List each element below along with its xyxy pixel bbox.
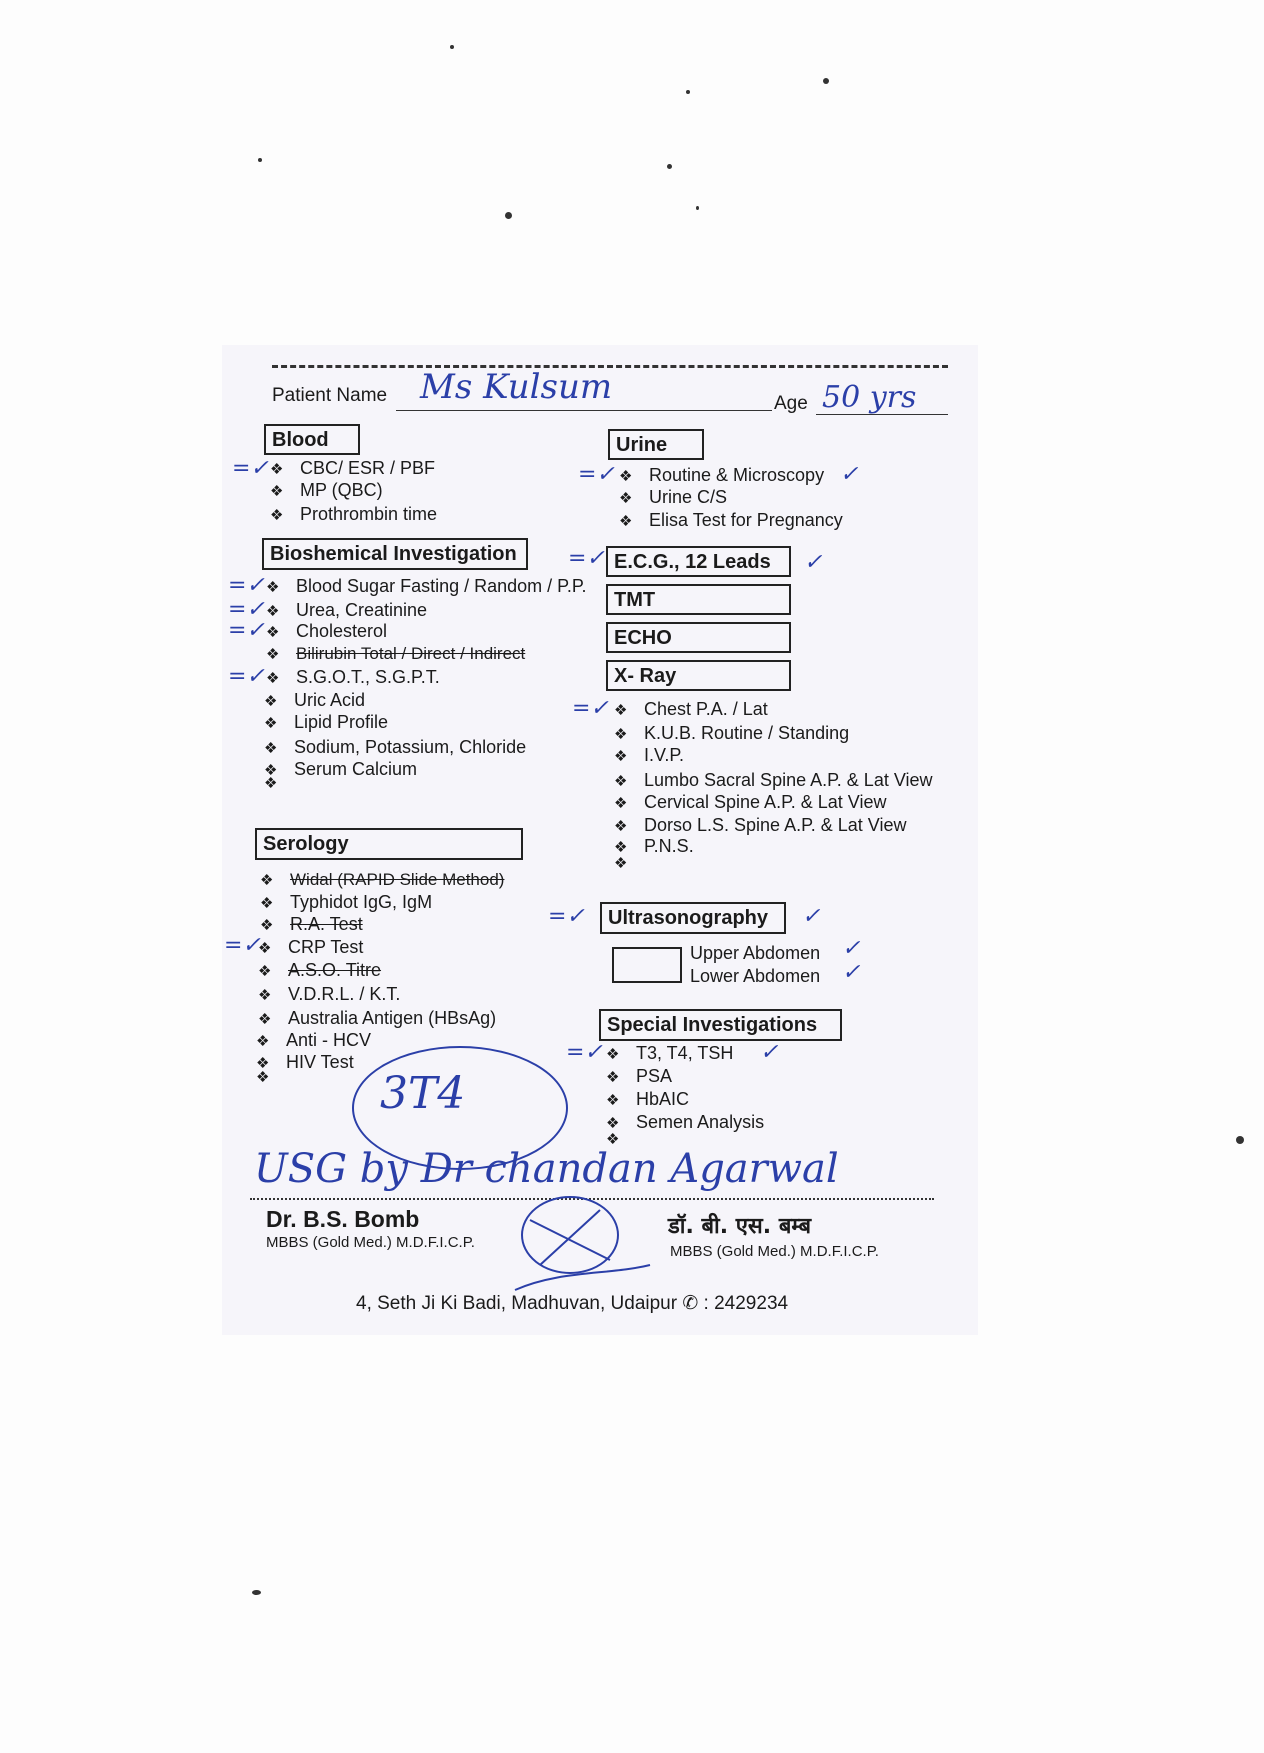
scan-speck: [252, 1590, 261, 1595]
bullet-icon: ❖: [614, 702, 628, 719]
scan-speck: [667, 164, 672, 169]
list-item: ❖ T3, T4, TSH: [606, 1043, 734, 1063]
list-item: ❖ Blood Sugar Fasting / Random / P.P.: [266, 576, 587, 596]
tick-mark: =✓: [568, 546, 605, 571]
bullet-icon: ❖: [606, 1131, 620, 1148]
bullet-icon: ❖: [606, 1115, 620, 1132]
handwritten-note: USG by Dr chandan Agarwal: [254, 1146, 839, 1192]
tick-mark: =✓: [566, 1040, 603, 1065]
bullet-icon: ❖: [260, 895, 274, 912]
list-item: ❖ Dorso L.S. Spine A.P. & Lat View: [614, 815, 907, 835]
list-item: ❖ A.S.O. Titre: [258, 960, 382, 980]
usg-bracket-box: [612, 947, 682, 983]
list-item: ❖ Urine C/S: [619, 487, 728, 507]
list-item: ❖ Australia Antigen (HBsAg): [258, 1008, 497, 1028]
list-item: ❖ V.D.R.L. / K.T.: [258, 984, 401, 1004]
tick-mark: ✓: [842, 960, 861, 985]
bullet-icon: ❖: [614, 839, 628, 856]
doctor-name-hindi: डॉ. बी. एस. बम्ब: [668, 1214, 812, 1239]
urine-header: Urine: [608, 429, 704, 460]
list-item: ❖ Chest P.A. / Lat: [614, 699, 768, 719]
scan-speck: [696, 206, 699, 210]
tick-mark: =✓: [228, 664, 265, 689]
bullet-icon: ❖: [266, 670, 280, 687]
signature-scribble: [500, 1190, 660, 1300]
list-item: ❖ Sodium, Potassium, Chloride: [264, 737, 527, 757]
list-item: ❖ Widal (RAPID Slide Method): [260, 870, 505, 889]
patient-name-line: [396, 410, 772, 411]
list-item: ❖ Elisa Test for Pregnancy: [619, 510, 843, 530]
tick-mark: =✓: [232, 456, 269, 481]
bullet-icon: ❖: [264, 762, 278, 779]
list-item: ❖ S.G.O.T., S.G.P.T.: [266, 667, 440, 687]
list-item: ❖ PSA: [606, 1066, 673, 1086]
list-item: ❖ R.A. Test: [260, 914, 363, 934]
bullet-icon: ❖: [264, 740, 278, 757]
echo-header: ECHO: [606, 622, 791, 653]
list-item: ❖ Serum Calcium: [264, 759, 418, 779]
tick-mark: ✓: [842, 936, 861, 961]
bullet-icon: ❖: [256, 1033, 270, 1050]
scan-speck: [258, 158, 262, 162]
blood-header: Blood: [264, 424, 360, 455]
age-label: Age: [774, 393, 808, 414]
bullet-icon: ❖: [256, 1069, 270, 1086]
bullet-icon: ❖: [264, 775, 278, 792]
bullet-icon: ❖: [266, 646, 280, 663]
list-item: ❖ Uric Acid: [264, 690, 366, 710]
list-item: [264, 772, 294, 793]
bullet-icon: ❖: [614, 748, 628, 765]
bullet-icon: ❖: [614, 726, 628, 743]
bullet-icon: ❖: [266, 603, 280, 620]
list-item: ❖ Cervical Spine A.P. & Lat View: [614, 792, 887, 812]
bullet-icon: ❖: [606, 1069, 620, 1086]
bullet-icon: ❖: [619, 468, 633, 485]
bullet-icon: ❖: [606, 1046, 620, 1063]
ecg-header: E.C.G., 12 Leads: [606, 546, 791, 577]
list-item: ❖ Semen Analysis: [606, 1112, 765, 1132]
bullet-icon: ❖: [260, 917, 274, 934]
serology-header: Serology: [255, 828, 523, 860]
tick-mark: =✓: [572, 696, 609, 721]
list-item: ❖ Urea, Creatinine: [266, 600, 428, 620]
doctor-name: Dr. B.S. Bomb: [266, 1206, 420, 1232]
bullet-icon: ❖: [260, 872, 274, 889]
list-item: ❖ K.U.B. Routine / Standing: [614, 723, 850, 743]
bullet-icon: ❖: [614, 773, 628, 790]
special-investigations-header: Special Investigations: [599, 1009, 842, 1041]
scan-speck: [686, 90, 690, 94]
bullet-icon: ❖: [258, 1011, 272, 1028]
list-item: ❖ MP (QBC): [270, 480, 383, 500]
list-item: ❖ I.V.P.: [614, 745, 685, 765]
bullet-icon: ❖: [270, 461, 284, 478]
list-item: ❖ HbAIC: [606, 1089, 690, 1109]
xray-header: X- Ray: [606, 660, 791, 691]
doctor-qualification-right: MBBS (Gold Med.) M.D.F.I.C.P.: [670, 1243, 879, 1260]
tick-mark: =✓: [228, 573, 265, 598]
list-item: [614, 852, 644, 873]
list-item: ❖ Prothrombin time: [270, 504, 438, 524]
tmt-header: TMT: [606, 584, 791, 615]
list-item: ❖ Anti - HCV: [256, 1030, 372, 1050]
list-item: ❖ Routine & Microscopy: [619, 465, 825, 485]
tick-mark: ✓: [802, 904, 821, 929]
bullet-icon: ❖: [619, 513, 633, 530]
bullet-icon: ❖: [258, 963, 272, 980]
handwritten-stamp-text: 3T4: [380, 1068, 466, 1119]
bullet-icon: ❖: [258, 940, 272, 957]
tick-mark: ✓: [804, 550, 823, 575]
list-item: ❖ Cholesterol: [266, 621, 388, 641]
bullet-icon: ❖: [606, 1092, 620, 1109]
patient-name-handwritten: Ms Kulsum: [420, 367, 613, 407]
bullet-icon: ❖: [614, 855, 628, 872]
list-item: ❖ HIV Test: [256, 1052, 354, 1072]
bullet-icon: ❖: [256, 1055, 270, 1072]
scan-speck: [823, 78, 829, 84]
scan-speck: [1236, 1136, 1244, 1144]
bullet-icon: ❖: [266, 624, 280, 641]
bullet-icon: ❖: [270, 507, 284, 524]
list-item: ❖ Bilirubin Total / Direct / Indirect: [266, 644, 526, 663]
tick-mark: =✓: [228, 618, 265, 643]
bullet-icon: ❖: [264, 693, 278, 710]
usg-header: Ultrasonography: [600, 902, 786, 934]
list-item: ❖ CRP Test: [258, 937, 364, 957]
scan-speck: [505, 212, 512, 219]
list-item: ❖ Lipid Profile: [264, 712, 389, 732]
list-item: ❖ CBC/ ESR / PBF: [270, 458, 436, 478]
bullet-icon: ❖: [258, 987, 272, 1004]
tick-mark: =✓: [578, 462, 615, 487]
bullet-icon: ❖: [614, 818, 628, 835]
clinic-address: 4, Seth Ji Ki Badi, Madhuvan, Udaipur ✆ : 2429234: [356, 1293, 789, 1314]
tick-mark: ✓: [760, 1040, 779, 1065]
bullet-icon: ❖: [264, 715, 278, 732]
scan-speck: [450, 45, 454, 49]
list-item: ❖ Lumbo Sacral Spine A.P. & Lat View: [614, 770, 933, 790]
doctor-qualification: MBBS (Gold Med.) M.D.F.I.C.P.: [266, 1234, 475, 1251]
patient-name-label: Patient Name: [272, 385, 388, 406]
bullet-icon: ❖: [270, 483, 284, 500]
tick-mark: =✓: [548, 904, 585, 929]
biochem-header: Bioshemical Investigation: [262, 538, 528, 570]
list-item: Lower Abdomen: [690, 966, 821, 986]
list-item: ❖ P.N.S.: [614, 836, 694, 856]
tick-mark: =✓: [224, 933, 261, 958]
age-handwritten: 50 yrs: [822, 380, 917, 415]
bullet-icon: ❖: [266, 579, 280, 596]
tick-mark: ✓: [840, 462, 859, 487]
list-item: Upper Abdomen: [690, 943, 821, 963]
tick-mark: =✓: [228, 597, 265, 622]
list-item: ❖ Typhidot IgG, IgM: [260, 892, 433, 912]
bullet-icon: ❖: [614, 795, 628, 812]
list-item: [256, 1066, 286, 1087]
bullet-icon: ❖: [619, 490, 633, 507]
